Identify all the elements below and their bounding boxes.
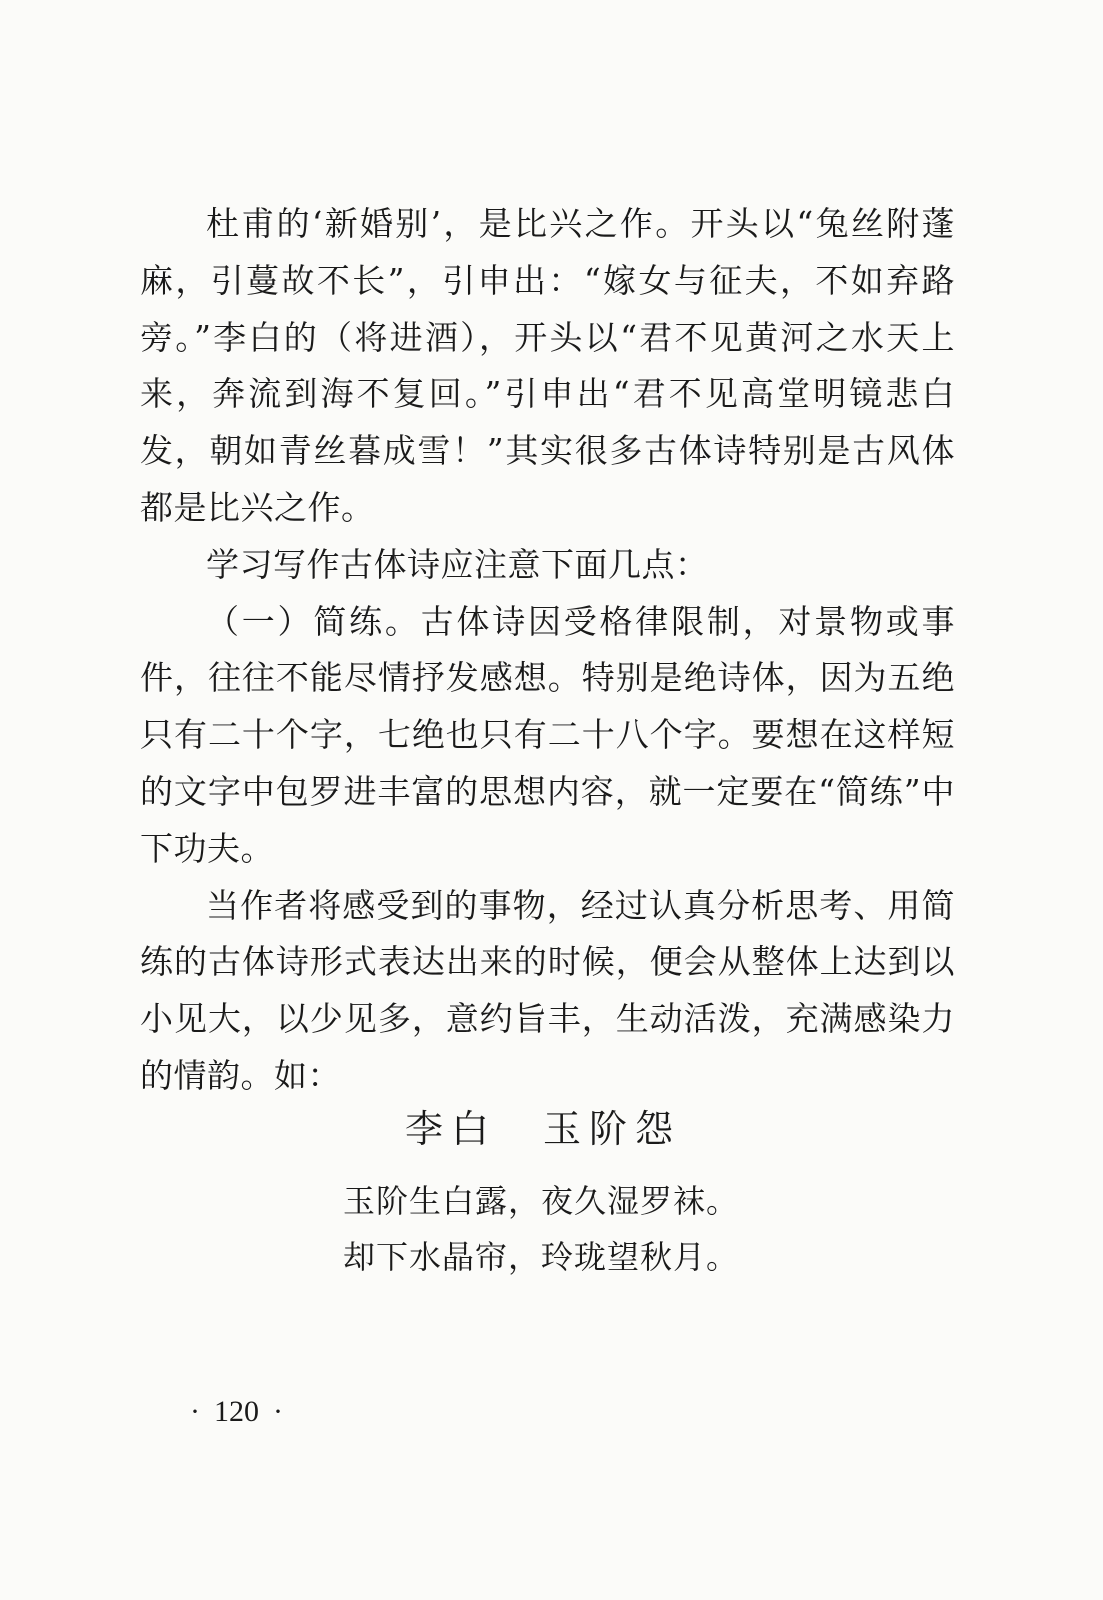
paragraph-concise: （一）简练。古体诗因受格律限制，对景物或事件，往往不能尽情抒发感想。特别是绝诗体，因为五绝只有二十个字，七绝也只有二十八个字。要想在这样短的文字中包罗进丰富的思想内容，就一定要在“简练”中下功夫。 <box>140 601 955 868</box>
poem-title: 玉阶怨 <box>543 1107 682 1151</box>
poem-line: 却下水晶帘，玲珑望秋月。 <box>343 1238 740 1276</box>
poem-author: 李白 <box>405 1107 498 1151</box>
paragraph-intro-points: 学习写作古体诗应注意下面几点： <box>206 544 709 584</box>
poem-line: 玉阶生白露，夜久湿罗袜。 <box>343 1182 740 1220</box>
paragraph-bixing: 杜甫的‘新婚别’，是比兴之作。开头以“兔丝附蓬麻，引蔓故不长”，引申出：“嫁女与征夫，不如弃路旁。”李白的（将进酒），开头以“君不见黄河之水天上来，奔流到海不复回。”引申出“君不见高堂明镜悲白发，朝如青丝暮成雪！”其实很多古体诗特别是古风体都是比兴之作。 <box>140 204 955 527</box>
page-number: 120 <box>214 1395 259 1428</box>
page-number-footer: · 120 · <box>190 1395 283 1428</box>
paragraph-effect: 当作者将感受到的事物，经过认真分析思考、用简练的古体诗形式表达出来的时候，便会从整体上达到以小见大，以少见多，意约旨丰，生动活泼，充满感染力的情韵。如： <box>140 885 955 1095</box>
body-text <box>140 196 955 1105</box>
poem-heading <box>405 1098 681 1153</box>
